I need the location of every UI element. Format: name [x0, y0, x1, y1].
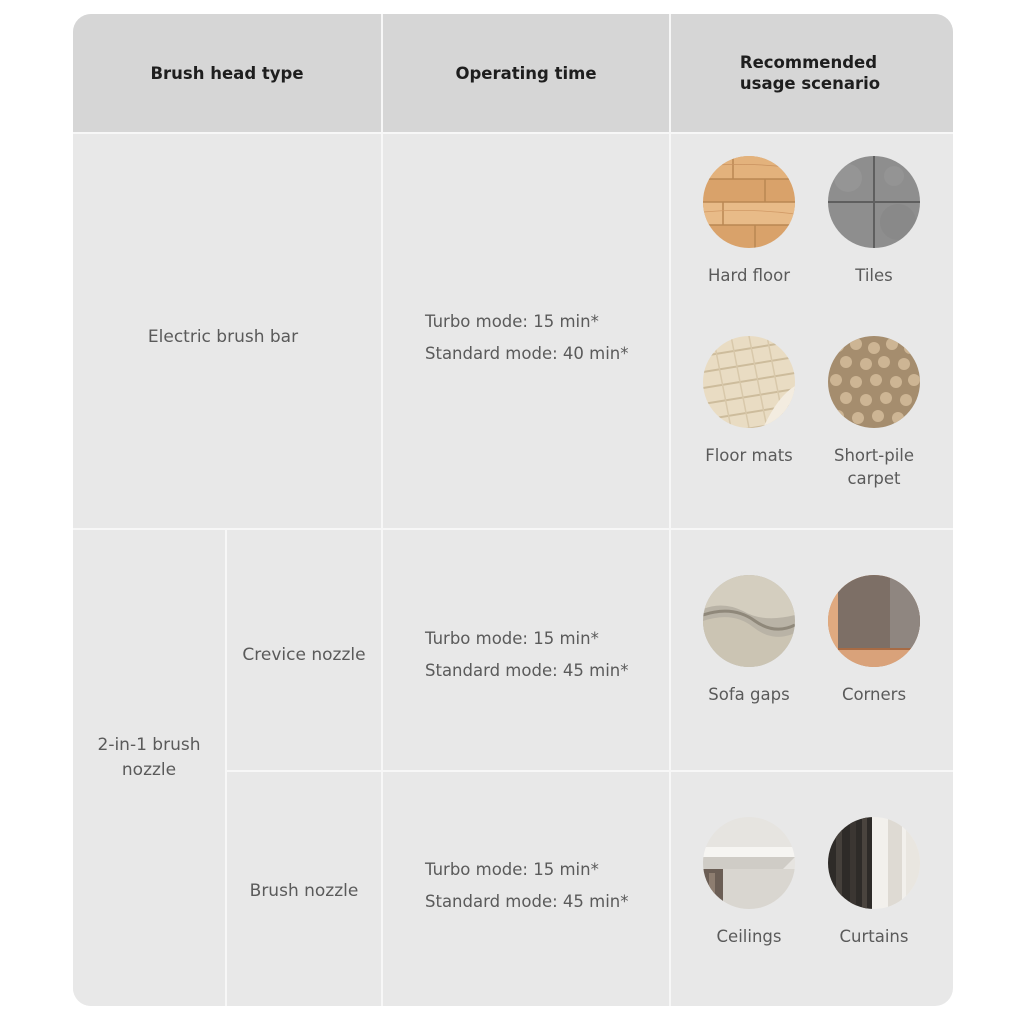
- corners-icon: [828, 575, 920, 667]
- row-electric-name-cell: [73, 134, 381, 528]
- header-usage-scenario-line2: usage scenario: [739, 74, 881, 93]
- sofa-gaps-icon: [703, 575, 795, 667]
- electric-turbo-time: Turbo mode: 15 min*: [425, 312, 599, 331]
- short-pile-carpet-caption: [834, 444, 914, 490]
- two-in-one-label-line1: 2-in-1 brush: [97, 735, 201, 755]
- header-operating-time: [383, 14, 669, 132]
- scenario-tiles: [809, 156, 939, 287]
- scenario-curtains: [809, 817, 939, 948]
- electric-operating-time: [425, 306, 629, 370]
- brush-head-table: [73, 14, 953, 1006]
- crevice-standard-time: Standard mode: 45 min*: [425, 661, 629, 680]
- divider-col-1: [381, 14, 383, 1006]
- two-in-one-label-line2: nozzle: [121, 760, 177, 780]
- hard-floor-icon: [703, 156, 795, 248]
- divider-row-crevice: [225, 770, 953, 772]
- ceilings-icon: [703, 817, 795, 909]
- short-pile-caption-line1: Short-pile: [833, 446, 915, 465]
- crevice-turbo-time: Turbo mode: 15 min*: [425, 629, 599, 648]
- curtains-icon: [828, 817, 920, 909]
- hard-floor-caption: Hard floor: [707, 266, 791, 285]
- header-operating-time-label: Operating time: [455, 63, 597, 83]
- sofa-gaps-caption: Sofa gaps: [708, 685, 790, 704]
- header-brush-head-type: [73, 14, 381, 132]
- row-two-in-one-name-cell: [73, 530, 225, 1006]
- header-usage-scenario-line1: Recommended: [739, 53, 878, 72]
- curtains-caption: Curtains: [839, 927, 909, 946]
- electric-brush-bar-label: Electric brush bar: [147, 326, 299, 347]
- crevice-nozzle-label: Crevice nozzle: [242, 644, 366, 665]
- short-pile-carpet-icon: [828, 336, 920, 428]
- divider-col-2: [669, 14, 671, 1006]
- scenario-sofa-gaps: [684, 575, 814, 706]
- ceilings-caption: Ceilings: [716, 927, 782, 946]
- row-brush-name-cell: [227, 772, 381, 1006]
- scenario-hard-floor: [684, 156, 814, 287]
- scenario-short-pile-carpet: [809, 336, 939, 490]
- brush-turbo-time: Turbo mode: 15 min*: [425, 860, 599, 879]
- scenario-ceilings: [684, 817, 814, 948]
- brush-operating-time: [425, 854, 629, 918]
- short-pile-caption-line2: carpet: [847, 469, 901, 488]
- crevice-operating-time: [425, 623, 629, 687]
- floor-mats-caption: Floor mats: [705, 446, 793, 465]
- two-in-one-label: [98, 733, 201, 783]
- brush-nozzle-label: Brush nozzle: [249, 880, 359, 901]
- row-crevice-name-cell: [227, 530, 381, 770]
- corners-caption: Corners: [841, 685, 907, 704]
- scenario-floor-mats: [684, 336, 814, 467]
- tiles-icon: [828, 156, 920, 248]
- brush-standard-time: Standard mode: 45 min*: [425, 892, 629, 911]
- electric-standard-time: Standard mode: 40 min*: [425, 344, 629, 363]
- tiles-caption: Tiles: [855, 266, 893, 285]
- divider-sub-col: [225, 530, 227, 1006]
- scenario-corners: [809, 575, 939, 706]
- divider-header: [73, 132, 953, 134]
- divider-row-electric: [73, 528, 953, 530]
- floor-mats-icon: [703, 336, 795, 428]
- header-brush-head-type-label: Brush head type: [150, 63, 304, 83]
- header-usage-scenario: [671, 14, 953, 132]
